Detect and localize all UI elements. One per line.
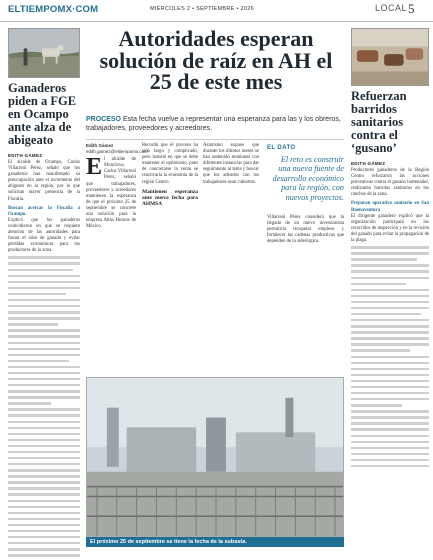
main-col1-body: l alcalde de Monclova, Carlos Villarreal Pérez, señaló que trabajadores, proveedores y acreedores mantienen la esperanza de que el próximo 25 de septiembre se concrete una solución para la empresa Altos Hornos de México. (86, 157, 136, 230)
left-byline: EDITH GÁMEZ (8, 153, 43, 158)
main-col3-body: Asimismo expuso que durante los últimos meses se han sostenido reuniones con diferentes instancias para dar seguimiento al tema y buscar que los adeudos con los trabajadores sean cubiertos. (203, 143, 259, 185)
left-subhead: Buscan acercar la Fiscalía a Ocampo. (8, 205, 80, 217)
right-body (351, 168, 429, 244)
cattle-photo (8, 28, 80, 78)
photo-caption (86, 537, 344, 547)
right-body-text-2: El dirigente ganadero explicó que la organización participará en los recorridos de inspección y en la revisión del ganado para evitar la propagación de la plaga. (351, 213, 429, 244)
left-body-continued (8, 256, 80, 556)
dropcap: E (86, 154, 103, 181)
issue-date: MIÉRCOLES 2 • SEPTIEMBRE • 2026 (150, 6, 254, 12)
plant-photo (86, 377, 344, 537)
deck-text: Esta fecha vuelve a representar una esperanza para las y los obreros, trabajadores, proveedores y acreedores. (86, 116, 341, 132)
right-byline: EDITH GÁMEZ (351, 161, 386, 166)
deck-lead: PROCESO (86, 116, 122, 123)
main-byline-name: Edith Gámez (86, 143, 114, 148)
right-headline[interactable]: Refuerzan barridos sanitarios contra el ‘gusano’ (351, 89, 407, 155)
left-headline[interactable]: Ganaderos piden a FGE en Ocampo ante alza de abigeato (8, 81, 77, 147)
section-label: LOCAL (375, 3, 408, 13)
main-deck (86, 115, 344, 133)
highlight-quote (267, 145, 344, 211)
left-body (8, 160, 80, 254)
site-logo[interactable]: ELTIEMPOMX·COM (8, 4, 99, 15)
cattle-pen-photo (351, 28, 429, 86)
main-column-2 (142, 143, 198, 209)
main-column-4 (267, 215, 344, 245)
caption-text: El próximo 25 de septiembre se tiene la fecha de la subasta. (90, 539, 247, 545)
right-body-text: Productores ganaderos de la Región Centro reforzaron las acciones preventivas contra el gusano barrenador, realizando barridos sanitarios en los ranchos de la zona. (351, 168, 429, 198)
main-byline (86, 143, 148, 155)
main-column-3 (203, 143, 259, 186)
masthead (0, 0, 433, 22)
main-col1-text (86, 154, 136, 230)
right-story (351, 28, 429, 471)
right-body-continued (351, 246, 429, 467)
right-subhead: Preparan operativo sanitario en San Buenaventura (351, 201, 429, 213)
page-number: 5 (408, 1, 415, 16)
main-col4-body: Villarreal Pérez consideró que la llegada de un nuevo inversionista permitiría recuperar empleos y fortalecer las cadenas productivas que dependen de la siderúrgica. (267, 215, 344, 245)
main-headline[interactable]: Autoridades esperan solución de raíz en AH el 25 de este mes (99, 26, 333, 94)
left-body-text-2: Explicó que los ganaderos coincidieron en que se requiere atención de las autoridades para frenar el robo de ganado y evitar pérdidas económicas para los productores de la zona. (8, 217, 80, 254)
left-body-text: El alcalde de Ocampo, Carlos Villarreal Pérez, señaló que los ganaderos han manifestado su preocupación ante el incremento del abigeato en la región, por lo que solicitan mayor presencia de la Fiscalía. (8, 160, 80, 202)
main-col2-body: Recordó que el proceso ha sido largo y complicado, pero insistió en que se debe mantener el optimismo, pues de concretarse la venta se reactivaría la economía de la región Centro. (142, 143, 198, 185)
divider (86, 139, 344, 140)
main-byline-email[interactable]: edith.gamez@eltiempomx.com (86, 149, 148, 155)
main-subhead: Mantienen esperanza ante nueva fecha para AHMSA (142, 188, 198, 208)
left-story (8, 28, 80, 560)
quote-text: El reto es construir una nueva fuente de desarrollo económico para la región, con nuevos proyectos. (272, 155, 344, 202)
quote-tag: EL DATO (267, 145, 296, 151)
main-column-1 (86, 143, 148, 230)
